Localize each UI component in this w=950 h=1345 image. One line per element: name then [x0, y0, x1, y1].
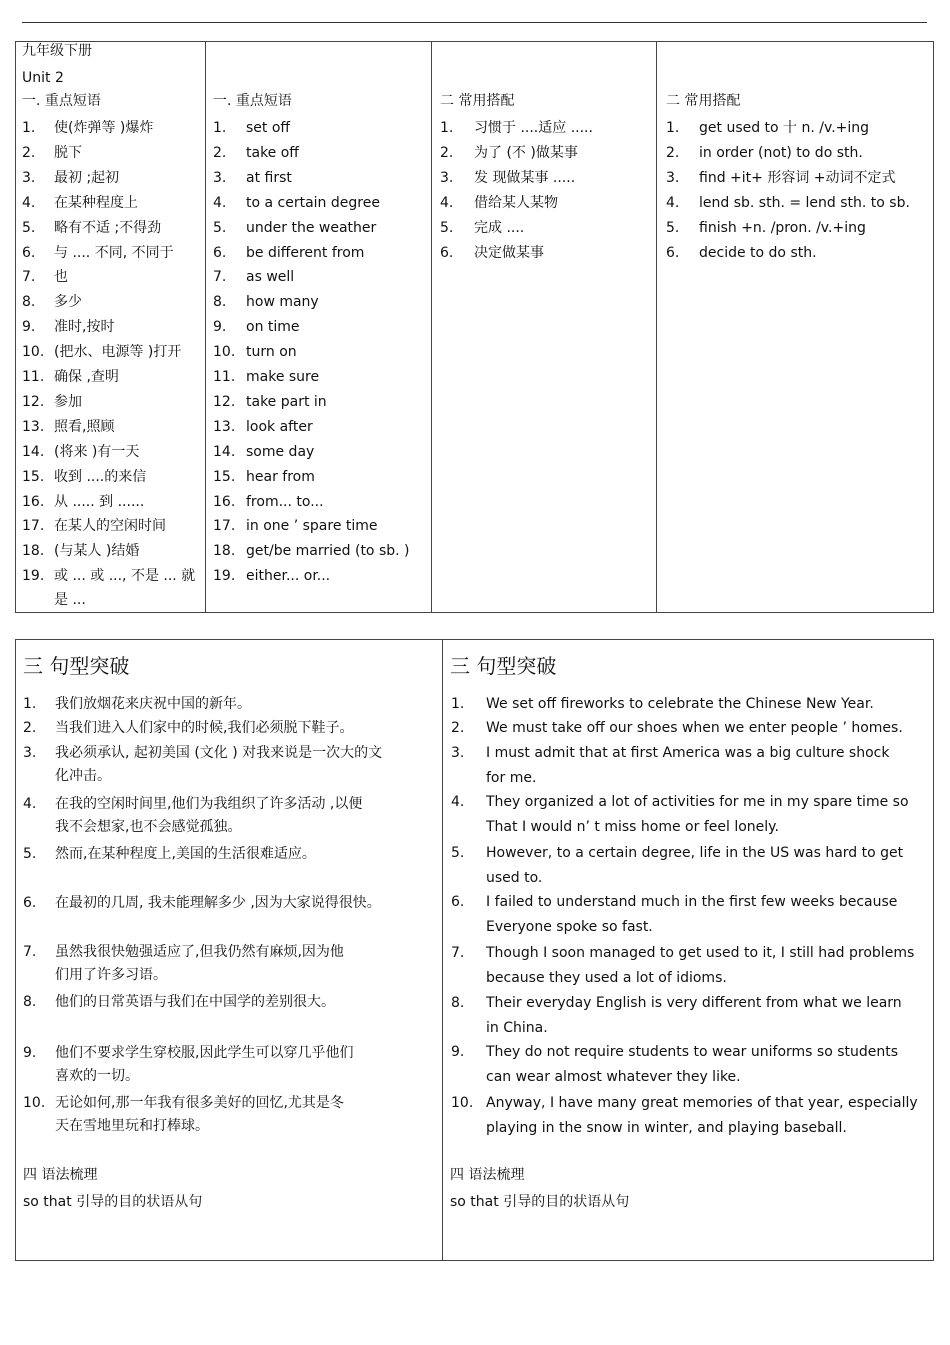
col-cn-phrases — [16, 42, 205, 612]
item-number: 14. — [22, 443, 45, 460]
item-number: 19. — [22, 568, 45, 585]
sentence-line: That I would n’ t miss home or feel lonely. — [486, 819, 779, 835]
item-number: 6. — [22, 244, 36, 261]
sentence-line: Everyone spoke so fast. — [486, 919, 653, 935]
list-item: in one ’ spare time — [246, 518, 378, 535]
list-item-continuation: 是 ... — [54, 592, 86, 609]
sentence-line: used to. — [486, 870, 543, 886]
list-item: 与 .... 不同, 不同于 — [54, 244, 174, 261]
item-number: 12. — [213, 393, 236, 410]
item-number: 1. — [440, 120, 454, 136]
sentence-line: 在我的空闲时间里,他们为我组织了许多活动 ,以便 — [55, 796, 363, 812]
list-item: 完成 .... — [474, 219, 525, 236]
list-item: 准时,按时 — [54, 319, 115, 336]
item-number: 16. — [22, 493, 45, 510]
list-item: in order (not) to do sth. — [699, 144, 863, 161]
sentence-line: However, to a certain degree, life in the US was hard to get — [486, 845, 904, 861]
item-number: 11. — [213, 369, 236, 385]
left-section-heading: 三 句型突破 — [23, 654, 130, 678]
sentence-line: Anyway, I have many great memories of that year, especially — [486, 1095, 918, 1111]
list-item: 使(炸弹等 )爆炸 — [54, 120, 154, 136]
item-number: 6. — [440, 244, 454, 261]
col-cn-sentences — [16, 640, 442, 1260]
right-grammar-text: so that 引导的目的状语从句 — [450, 1194, 630, 1210]
item-number: 3. — [213, 169, 227, 186]
item-number: 5. — [440, 219, 454, 236]
item-number: 6. — [666, 244, 680, 261]
sentence-line: I failed to understand much in the first few weeks because — [486, 894, 898, 910]
item-number: 7. — [22, 269, 36, 286]
sentence-number: 6. — [23, 895, 37, 911]
sentence-line: They organized a lot of activities for me in my spare time so — [486, 794, 909, 810]
item-number: 5. — [666, 219, 680, 236]
sentence-line: 虽然我很快勉强适应了,但我仍然有麻烦,因为他 — [55, 944, 344, 960]
sentence-line: 天在雪地里玩和打棒球。 — [55, 1118, 209, 1134]
sentence-number: 7. — [451, 945, 465, 961]
sentence-number: 10. — [451, 1095, 474, 1111]
list-item: as well — [246, 269, 295, 286]
item-number: 2. — [666, 144, 680, 161]
left-grammar-text: so that 引导的目的状语从句 — [23, 1194, 203, 1210]
sentence-number: 8. — [23, 994, 37, 1010]
item-number: 12. — [22, 393, 45, 410]
sentence-line: 喜欢的一切。 — [55, 1068, 139, 1084]
item-number: 4. — [666, 194, 680, 211]
item-number: 4. — [213, 194, 227, 211]
sentence-line: 无论如何,那一年我有很多美好的回忆,尤其是冬 — [55, 1095, 344, 1111]
item-number: 13. — [213, 418, 236, 435]
list-item: 照看,照顾 — [54, 418, 115, 435]
col-cn-collocations — [431, 42, 656, 612]
sentence-line: Their everyday English is very different from what we learn — [486, 995, 902, 1011]
list-item: under the weather — [246, 219, 377, 236]
sentence-number: 5. — [451, 845, 465, 861]
item-number: 2. — [213, 144, 227, 161]
sentence-number: 7. — [23, 944, 37, 960]
list-item: look after — [246, 418, 313, 435]
item-number: 14. — [213, 443, 236, 460]
sentence-number: 2. — [451, 720, 465, 736]
sentence-number: 9. — [23, 1045, 37, 1061]
list-item: 多少 — [54, 294, 82, 311]
sentence-line: for me. — [486, 770, 537, 786]
list-item: 发 现做某事 ..... — [474, 169, 576, 186]
right-grammar-heading: 四 语法梳理 — [450, 1167, 525, 1183]
sentence-number: 3. — [23, 745, 37, 761]
item-number: 2. — [440, 144, 454, 161]
list-item: make sure — [246, 369, 320, 385]
sentence-number: 6. — [451, 894, 465, 910]
list-item: (把水、电源等 )打开 — [54, 344, 182, 361]
sentence-number: 8. — [451, 995, 465, 1011]
item-number: 4. — [22, 194, 36, 211]
sentence-line: can wear almost whatever they like. — [486, 1069, 741, 1085]
item-number: 9. — [22, 319, 36, 336]
sentence-line: 们用了许多习语。 — [55, 967, 167, 983]
list-item: at first — [246, 169, 292, 186]
list-item: get/be married (to sb. ) — [246, 543, 410, 560]
list-item: hear from — [246, 468, 315, 485]
item-number: 7. — [213, 269, 227, 286]
item-number: 18. — [213, 543, 236, 560]
list-item: 习惯于 ....适应 ..... — [474, 120, 593, 136]
sentence-line: 我们放烟花来庆祝中国的新年。 — [55, 696, 251, 712]
top-rule — [22, 22, 927, 23]
list-item: 决定做某事 — [474, 244, 544, 261]
list-item: turn on — [246, 344, 297, 361]
list-item: decide to do sth. — [699, 244, 817, 261]
unit-title: Unit 2 — [22, 70, 64, 86]
list-item: how many — [246, 294, 319, 311]
list-item: 也 — [54, 269, 68, 286]
sentence-number: 5. — [23, 846, 37, 862]
vocabulary-table — [15, 41, 934, 613]
col3-heading: 二 常用搭配 — [440, 93, 515, 109]
list-item: set off — [246, 120, 291, 136]
sentence-number: 3. — [451, 745, 465, 761]
item-number: 1. — [666, 120, 680, 136]
grade-title: 九年级下册 — [22, 43, 92, 59]
col2-heading: 一. 重点短语 — [213, 93, 292, 109]
sentence-number: 4. — [23, 796, 37, 812]
sentence-number: 4. — [451, 794, 465, 810]
list-item: on time — [246, 319, 300, 336]
sentence-line: 化冲击。 — [55, 768, 111, 784]
list-item: either... or... — [246, 568, 331, 585]
item-number: 4. — [440, 194, 454, 211]
col-en-sentences — [442, 640, 935, 1260]
sentence-line: 我必须承认, 起初美国 (文化 ) 对我来说是一次大的文 — [55, 745, 383, 761]
list-item: be different from — [246, 244, 365, 261]
right-section-heading: 三 句型突破 — [450, 654, 557, 678]
item-number: 15. — [22, 468, 45, 485]
sentence-line: Though I soon managed to get used to it, I still had problems — [486, 945, 915, 961]
item-number: 18. — [22, 543, 45, 560]
left-grammar-heading: 四 语法梳理 — [23, 1167, 98, 1183]
list-item: 借给某人某物 — [474, 194, 558, 211]
list-item: (与某人 )结婚 — [54, 543, 140, 560]
item-number: 19. — [213, 568, 236, 585]
col-en-collocations — [656, 42, 935, 612]
item-number: 10. — [22, 344, 45, 361]
list-item: 从 ..... 到 ...... — [54, 493, 145, 510]
sentence-number: 1. — [451, 696, 465, 712]
list-item: 收到 ....的来信 — [54, 468, 147, 485]
sentence-line: We set off fireworks to celebrate the Chinese New Year. — [486, 696, 874, 712]
list-item: 略有不适 ;不得劲 — [54, 219, 162, 236]
list-item: find +it+ 形容词 +动词不定式 — [699, 169, 896, 186]
list-item: take off — [246, 144, 299, 161]
sentence-line: 他们的日常英语与我们在中国学的差别很大。 — [55, 994, 335, 1010]
list-item: 参加 — [54, 393, 82, 410]
sentence-line: because they used a lot of idioms. — [486, 970, 727, 986]
sentence-line: We must take off our shoes when we enter people ’ homes. — [486, 720, 903, 736]
item-number: 2. — [22, 144, 36, 161]
item-number: 10. — [213, 344, 236, 361]
item-number: 6. — [213, 244, 227, 261]
sentence-line: playing in the snow in winter, and playing baseball. — [486, 1120, 847, 1136]
col4-heading: 二 常用搭配 — [666, 93, 741, 109]
list-item: take part in — [246, 393, 327, 410]
item-number: 9. — [213, 319, 227, 336]
item-number: 3. — [22, 169, 36, 186]
sentence-line: 当我们进入人们家中的时候,我们必须脱下鞋子。 — [55, 720, 354, 736]
list-item: to a certain degree — [246, 194, 380, 211]
sentence-line: 在最初的几周, 我未能理解多少 ,因为大家说得很快。 — [55, 895, 381, 911]
list-item: get used to 十 n. /v.+ing — [699, 120, 870, 136]
list-item: (将来 )有一天 — [54, 443, 140, 460]
item-number: 3. — [666, 169, 680, 186]
item-number: 17. — [213, 518, 236, 535]
col-en-phrases — [205, 42, 431, 612]
item-number: 8. — [22, 294, 36, 311]
item-number: 16. — [213, 493, 236, 510]
list-item: some day — [246, 443, 315, 460]
item-number: 5. — [22, 219, 36, 236]
list-item: 最初 ;起初 — [54, 169, 120, 186]
sentence-line: in China. — [486, 1020, 548, 1036]
list-item: 脱下 — [54, 144, 82, 161]
item-number: 17. — [22, 518, 45, 535]
sentence-line: 他们不要求学生穿校服,因此学生可以穿几乎他们 — [55, 1045, 354, 1061]
sentence-number: 9. — [451, 1044, 465, 1060]
sentence-line: 我不会想家,也不会感觉孤独。 — [55, 819, 242, 835]
list-item: 或 ... 或 ..., 不是 ... 就 — [54, 568, 196, 585]
list-item: 在某人的空闲时间 — [54, 518, 166, 535]
sentence-line: I must admit that at first America was a big culture shock — [486, 745, 890, 761]
sentence-number: 1. — [23, 696, 37, 712]
list-item: 确保 ,查明 — [54, 369, 119, 385]
list-item: finish +n. /pron. /v.+ing — [699, 219, 866, 236]
item-number: 15. — [213, 468, 236, 485]
item-number: 11. — [22, 369, 45, 385]
sentence-number: 2. — [23, 720, 37, 736]
list-item: 在某种程度上 — [54, 194, 138, 211]
item-number: 13. — [22, 418, 45, 435]
sentence-table — [15, 639, 934, 1261]
list-item: 为了 (不 )做某事 — [474, 144, 578, 161]
item-number: 8. — [213, 294, 227, 311]
sentence-number: 10. — [23, 1095, 46, 1111]
list-item: from... to... — [246, 493, 324, 510]
item-number: 3. — [440, 169, 454, 186]
sentence-line: They do not require students to wear uniforms so students — [486, 1044, 899, 1060]
sentence-line: 然而,在某种程度上,美国的生活很难适应。 — [55, 846, 316, 862]
item-number: 5. — [213, 219, 227, 236]
list-item: lend sb. sth. = lend sth. to sb. — [699, 194, 910, 211]
col1-heading: 一. 重点短语 — [22, 93, 101, 109]
item-number: 1. — [213, 120, 227, 136]
item-number: 1. — [22, 120, 36, 136]
